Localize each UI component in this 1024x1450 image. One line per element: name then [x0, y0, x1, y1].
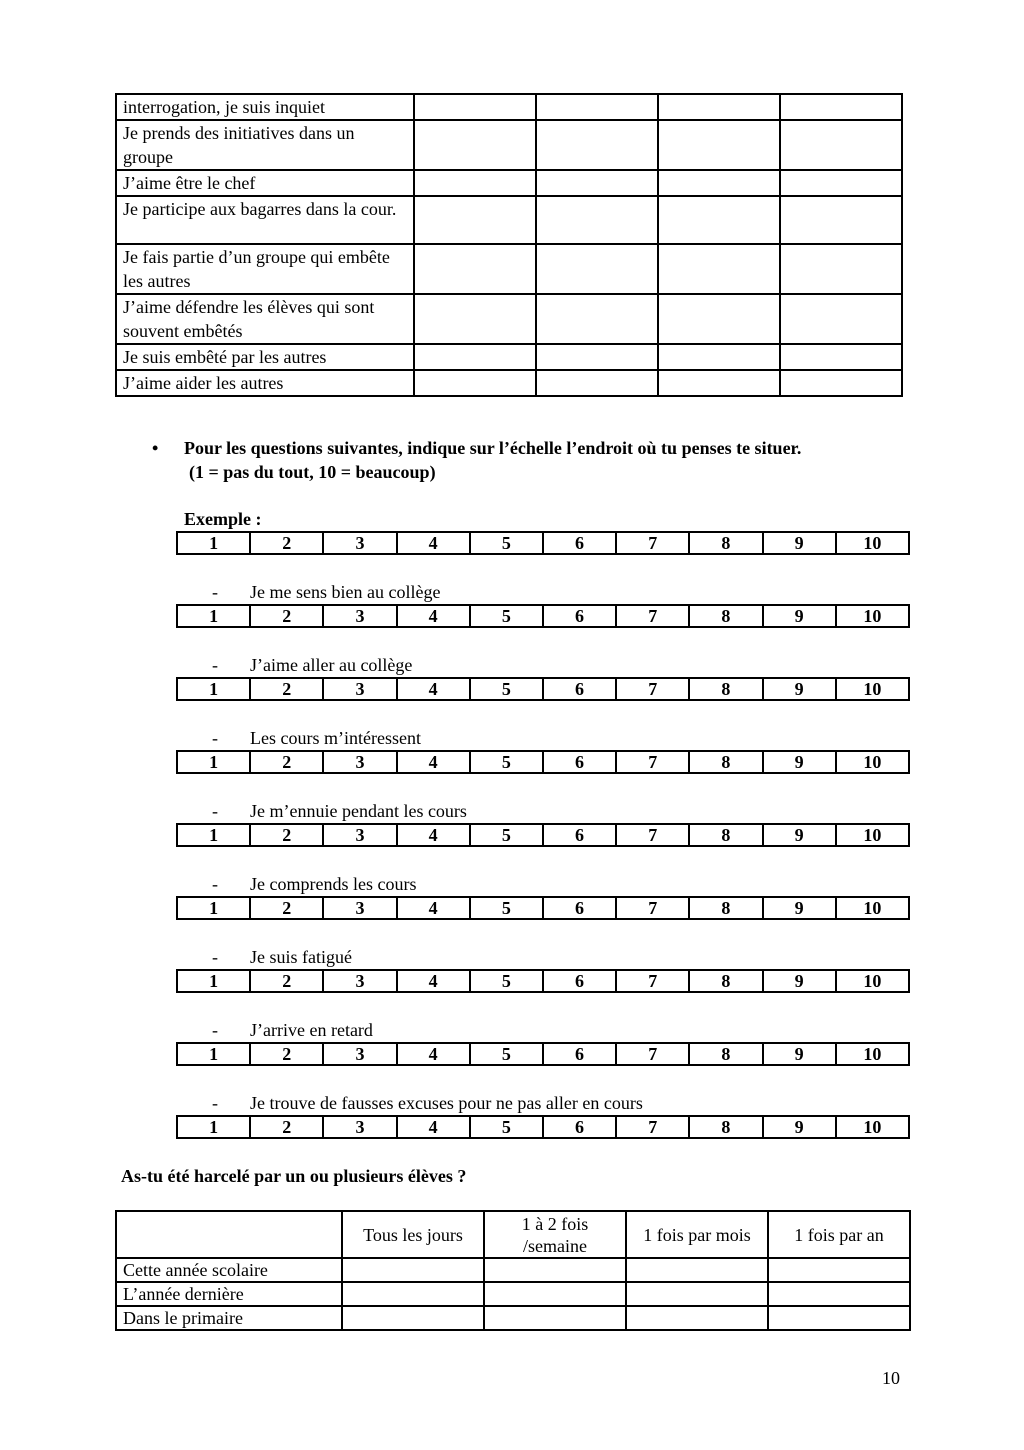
instruction-line-1: Pour les questions suivantes, indique sur l’échelle l’endroit où tu penses te situer.: [184, 438, 802, 458]
scale-option-9[interactable]: 9: [763, 824, 836, 846]
instruction-line-2: (1 = pas du tout, 10 = beaucoup): [189, 462, 436, 482]
scale-option-8[interactable]: 8: [689, 824, 762, 846]
column-header: 1 fois par mois: [626, 1211, 768, 1258]
scale-option-9[interactable]: 9: [763, 1043, 836, 1065]
row-label: J’aime être le chef: [116, 170, 414, 196]
scale-question: [176, 872, 910, 920]
rating-scale: [176, 1115, 910, 1139]
dash: -: [212, 1093, 218, 1113]
answer-cell[interactable]: [780, 120, 902, 170]
scale-option-9[interactable]: 9: [763, 1116, 836, 1138]
scale-option-9[interactable]: 9: [763, 897, 836, 919]
answer-cell[interactable]: [342, 1306, 484, 1330]
row-label: Dans le primaire: [116, 1306, 342, 1330]
scale-option-5[interactable]: 5: [470, 678, 543, 700]
harassment-frequency-table: [115, 1210, 911, 1331]
scale-option-3[interactable]: 3: [323, 1116, 396, 1138]
scale-option-4[interactable]: 4: [397, 970, 470, 992]
scale-question-label: [176, 580, 910, 604]
scale-option-7[interactable]: 7: [616, 1116, 689, 1138]
scale-option-5[interactable]: 5: [470, 532, 543, 554]
scale-question-label: [176, 945, 910, 969]
scale-option-8[interactable]: 8: [689, 605, 762, 627]
scale-option-7[interactable]: 7: [616, 678, 689, 700]
answer-cell[interactable]: [768, 1306, 910, 1330]
scale-option-3[interactable]: 3: [323, 824, 396, 846]
header-row: [116, 1211, 910, 1258]
scale-option-4[interactable]: 4: [397, 897, 470, 919]
answer-cell[interactable]: [658, 120, 780, 170]
scale-option-7[interactable]: 7: [616, 897, 689, 919]
answer-cell[interactable]: [780, 344, 902, 370]
scale-option-5[interactable]: 5: [470, 1043, 543, 1065]
scale-option-5[interactable]: 5: [470, 824, 543, 846]
example-scale: [176, 507, 910, 555]
rating-scale: [176, 896, 910, 920]
behavior-table: [115, 93, 903, 397]
rating-scale: [176, 604, 910, 628]
table-row: [116, 1306, 910, 1330]
rating-scale: [176, 823, 910, 847]
answer-cell[interactable]: [342, 1282, 484, 1306]
answer-cell[interactable]: [414, 370, 536, 396]
table-row: [116, 1282, 910, 1306]
scale-question-text: J’arrive en retard: [250, 1020, 373, 1040]
scale-question: [176, 726, 910, 774]
answer-cell[interactable]: [536, 196, 658, 244]
answer-cell[interactable]: [414, 244, 536, 294]
answer-cell[interactable]: [658, 370, 780, 396]
scale-option-7[interactable]: 7: [616, 970, 689, 992]
rating-scale: [176, 1042, 910, 1066]
scale-question-text: Je trouve de fausses excuses pour ne pas aller en cours: [250, 1093, 643, 1113]
scale-option-9[interactable]: 9: [763, 678, 836, 700]
scale-question: [176, 945, 910, 993]
scale-option-10[interactable]: 10: [836, 605, 909, 627]
dash: -: [212, 728, 218, 748]
scale-option-8[interactable]: 8: [689, 897, 762, 919]
scale-option-8[interactable]: 8: [689, 678, 762, 700]
dash: -: [212, 801, 218, 821]
scale-option-10[interactable]: 10: [836, 532, 909, 554]
table-row: [116, 196, 902, 244]
answer-cell[interactable]: [484, 1306, 626, 1330]
scale-question-text: J’aime aller au collège: [250, 655, 413, 675]
scale-option-7[interactable]: 7: [616, 605, 689, 627]
scale-option-9[interactable]: 9: [763, 532, 836, 554]
scale-question-label: [176, 726, 910, 750]
scale-option-10[interactable]: 10: [836, 1116, 909, 1138]
scale-option-5[interactable]: 5: [470, 751, 543, 773]
column-header: [116, 1211, 342, 1258]
scale-option-8[interactable]: 8: [689, 751, 762, 773]
answer-cell[interactable]: [414, 344, 536, 370]
scale-question-text: Je comprends les cours: [250, 874, 417, 894]
scale-option-9[interactable]: 9: [763, 605, 836, 627]
answer-cell[interactable]: [536, 94, 658, 120]
scale-option-4[interactable]: 4: [397, 1116, 470, 1138]
scale-option-9[interactable]: 9: [763, 751, 836, 773]
scale-option-6[interactable]: 6: [543, 532, 616, 554]
dash: -: [212, 874, 218, 894]
table-row: [116, 120, 902, 170]
scale-instruction: [152, 436, 912, 484]
answer-cell[interactable]: [414, 170, 536, 196]
column-header: 1 à 2 fois /semaine: [484, 1211, 626, 1258]
scale-option-5[interactable]: 5: [470, 897, 543, 919]
scale-option-7[interactable]: 7: [616, 751, 689, 773]
bullet-icon: •: [152, 438, 159, 458]
answer-cell[interactable]: [780, 294, 902, 344]
scale-row: [177, 751, 909, 773]
scale-option-10[interactable]: 10: [836, 678, 909, 700]
answer-cell[interactable]: [626, 1282, 768, 1306]
scale-question-label: [176, 799, 910, 823]
answer-cell[interactable]: [780, 196, 902, 244]
answer-cell[interactable]: [780, 94, 902, 120]
scale-option-1[interactable]: 1: [177, 1043, 250, 1065]
scale-option-7[interactable]: 7: [616, 532, 689, 554]
scale-row: [177, 1116, 909, 1138]
row-label: L’année dernière: [116, 1282, 342, 1306]
scale-option-7[interactable]: 7: [616, 824, 689, 846]
answer-cell[interactable]: [536, 244, 658, 294]
scale-option-8[interactable]: 8: [689, 1043, 762, 1065]
scale-option-1[interactable]: 1: [177, 824, 250, 846]
scale-option-5[interactable]: 5: [470, 1116, 543, 1138]
scale-question: [176, 799, 910, 847]
scale-row: [177, 605, 909, 627]
scale-option-10[interactable]: 10: [836, 751, 909, 773]
answer-cell[interactable]: [658, 170, 780, 196]
answer-cell[interactable]: [414, 120, 536, 170]
row-label: interrogation, je suis inquiet: [116, 94, 414, 120]
scale-option-2[interactable]: 2: [250, 970, 323, 992]
scale-row: [177, 970, 909, 992]
scale-option-10[interactable]: 10: [836, 897, 909, 919]
column-header: Tous les jours: [342, 1211, 484, 1258]
scale-option-4[interactable]: 4: [397, 824, 470, 846]
answer-cell[interactable]: [536, 294, 658, 344]
column-header: 1 fois par an: [768, 1211, 910, 1258]
scale-option-6[interactable]: 6: [543, 1043, 616, 1065]
scale-question-text: Je m’ennuie pendant les cours: [250, 801, 467, 821]
row-label: J’aime aider les autres: [116, 370, 414, 396]
scale-option-6[interactable]: 6: [543, 678, 616, 700]
scale-row: [177, 1043, 909, 1065]
scale-question-label: [176, 1018, 910, 1042]
rating-scale: [176, 969, 910, 993]
dash: -: [212, 655, 218, 675]
scale-question-label: [176, 872, 910, 896]
answer-cell[interactable]: [342, 1258, 484, 1282]
scale-option-8[interactable]: 8: [689, 970, 762, 992]
answer-cell[interactable]: [658, 294, 780, 344]
scale-option-8[interactable]: 8: [689, 532, 762, 554]
table-row: [116, 344, 902, 370]
answer-cell[interactable]: [414, 94, 536, 120]
table-row: [116, 294, 902, 344]
answer-cell[interactable]: [484, 1258, 626, 1282]
scale-option-3[interactable]: 3: [323, 897, 396, 919]
scale-question-text: Je suis fatigué: [250, 947, 352, 967]
rating-scale: [176, 677, 910, 701]
row-label: Je prends des initiatives dans un groupe: [116, 120, 414, 170]
harassment-question: As-tu été harcelé par un ou plusieurs élèves ?: [121, 1166, 467, 1186]
answer-cell[interactable]: [626, 1258, 768, 1282]
table-row: [116, 1258, 910, 1282]
answer-cell[interactable]: [780, 170, 902, 196]
scale-question-text: Les cours m’intéressent: [250, 728, 421, 748]
scale-option-5[interactable]: 5: [470, 970, 543, 992]
row-label: Je fais partie d’un groupe qui embête les autres: [116, 244, 414, 294]
scale-option-10[interactable]: 10: [836, 970, 909, 992]
scale-question: [176, 1091, 910, 1139]
scale-question: [176, 1018, 910, 1066]
scale-option-8[interactable]: 8: [689, 1116, 762, 1138]
table-row: [116, 244, 902, 294]
scale-option-6[interactable]: 6: [543, 970, 616, 992]
rating-scale: [176, 531, 910, 555]
dash: -: [212, 947, 218, 967]
answer-cell[interactable]: [536, 370, 658, 396]
answer-cell[interactable]: [658, 344, 780, 370]
scale-option-5[interactable]: 5: [470, 605, 543, 627]
scale-option-2[interactable]: 2: [250, 1116, 323, 1138]
table-row: [116, 170, 902, 196]
scale-option-1[interactable]: 1: [177, 1116, 250, 1138]
example-label: Exemple :: [184, 509, 262, 529]
scale-option-4[interactable]: 4: [397, 1043, 470, 1065]
row-label: Je suis embêté par les autres: [116, 344, 414, 370]
scale-option-4[interactable]: 4: [397, 751, 470, 773]
dash: -: [212, 1020, 218, 1040]
scale-option-1[interactable]: 1: [177, 897, 250, 919]
scale-option-2[interactable]: 2: [250, 1043, 323, 1065]
scale-option-6[interactable]: 6: [543, 1116, 616, 1138]
answer-cell[interactable]: [536, 344, 658, 370]
scale-option-10[interactable]: 10: [836, 1043, 909, 1065]
scale-option-6[interactable]: 6: [543, 751, 616, 773]
scale-option-3[interactable]: 3: [323, 1043, 396, 1065]
answer-cell[interactable]: [780, 244, 902, 294]
scale-option-1[interactable]: 1: [177, 970, 250, 992]
scale-option-2[interactable]: 2: [250, 532, 323, 554]
scale-option-7[interactable]: 7: [616, 1043, 689, 1065]
scale-question-label: [176, 653, 910, 677]
scale-option-2[interactable]: 2: [250, 824, 323, 846]
answer-cell[interactable]: [658, 94, 780, 120]
scale-option-4[interactable]: 4: [397, 605, 470, 627]
scale-option-2[interactable]: 2: [250, 897, 323, 919]
scale-option-3[interactable]: 3: [323, 532, 396, 554]
answer-cell[interactable]: [658, 244, 780, 294]
scale-option-6[interactable]: 6: [543, 824, 616, 846]
scale-option-2[interactable]: 2: [250, 751, 323, 773]
answer-cell[interactable]: [768, 1258, 910, 1282]
answer-cell[interactable]: [780, 370, 902, 396]
scale-option-2[interactable]: 2: [250, 605, 323, 627]
scale-row: [177, 897, 909, 919]
row-label: Cette année scolaire: [116, 1258, 342, 1282]
scale-option-1[interactable]: 1: [177, 532, 250, 554]
scale-question-text: Je me sens bien au collège: [250, 582, 441, 602]
row-label: Je participe aux bagarres dans la cour.: [116, 196, 414, 244]
answer-cell[interactable]: [536, 170, 658, 196]
scale-row: [177, 532, 909, 554]
scale-question-label: [176, 1091, 910, 1115]
scale-option-2[interactable]: 2: [250, 678, 323, 700]
scale-option-9[interactable]: 9: [763, 970, 836, 992]
scale-question: [176, 653, 910, 701]
answer-cell[interactable]: [536, 120, 658, 170]
scale-option-1[interactable]: 1: [177, 678, 250, 700]
scale-option-10[interactable]: 10: [836, 824, 909, 846]
page-number: 10: [882, 1368, 900, 1388]
scale-row: [177, 678, 909, 700]
rating-scale: [176, 750, 910, 774]
scale-question: [176, 580, 910, 628]
table-row: [116, 370, 902, 396]
answer-cell[interactable]: [414, 294, 536, 344]
scale-option-1[interactable]: 1: [177, 751, 250, 773]
table-row: [116, 94, 902, 120]
row-label: J’aime défendre les élèves qui sont souvent embêtés: [116, 294, 414, 344]
scale-option-6[interactable]: 6: [543, 605, 616, 627]
scale-option-3[interactable]: 3: [323, 605, 396, 627]
answer-cell[interactable]: [768, 1282, 910, 1306]
scale-option-4[interactable]: 4: [397, 678, 470, 700]
answer-cell[interactable]: [658, 196, 780, 244]
scale-option-1[interactable]: 1: [177, 605, 250, 627]
scale-option-3[interactable]: 3: [323, 751, 396, 773]
dash: -: [212, 582, 218, 602]
answer-cell[interactable]: [414, 196, 536, 244]
scale-option-3[interactable]: 3: [323, 970, 396, 992]
answer-cell[interactable]: [626, 1306, 768, 1330]
scale-option-4[interactable]: 4: [397, 532, 470, 554]
answer-cell[interactable]: [484, 1282, 626, 1306]
scale-option-3[interactable]: 3: [323, 678, 396, 700]
scale-row: [177, 824, 909, 846]
scale-option-6[interactable]: 6: [543, 897, 616, 919]
